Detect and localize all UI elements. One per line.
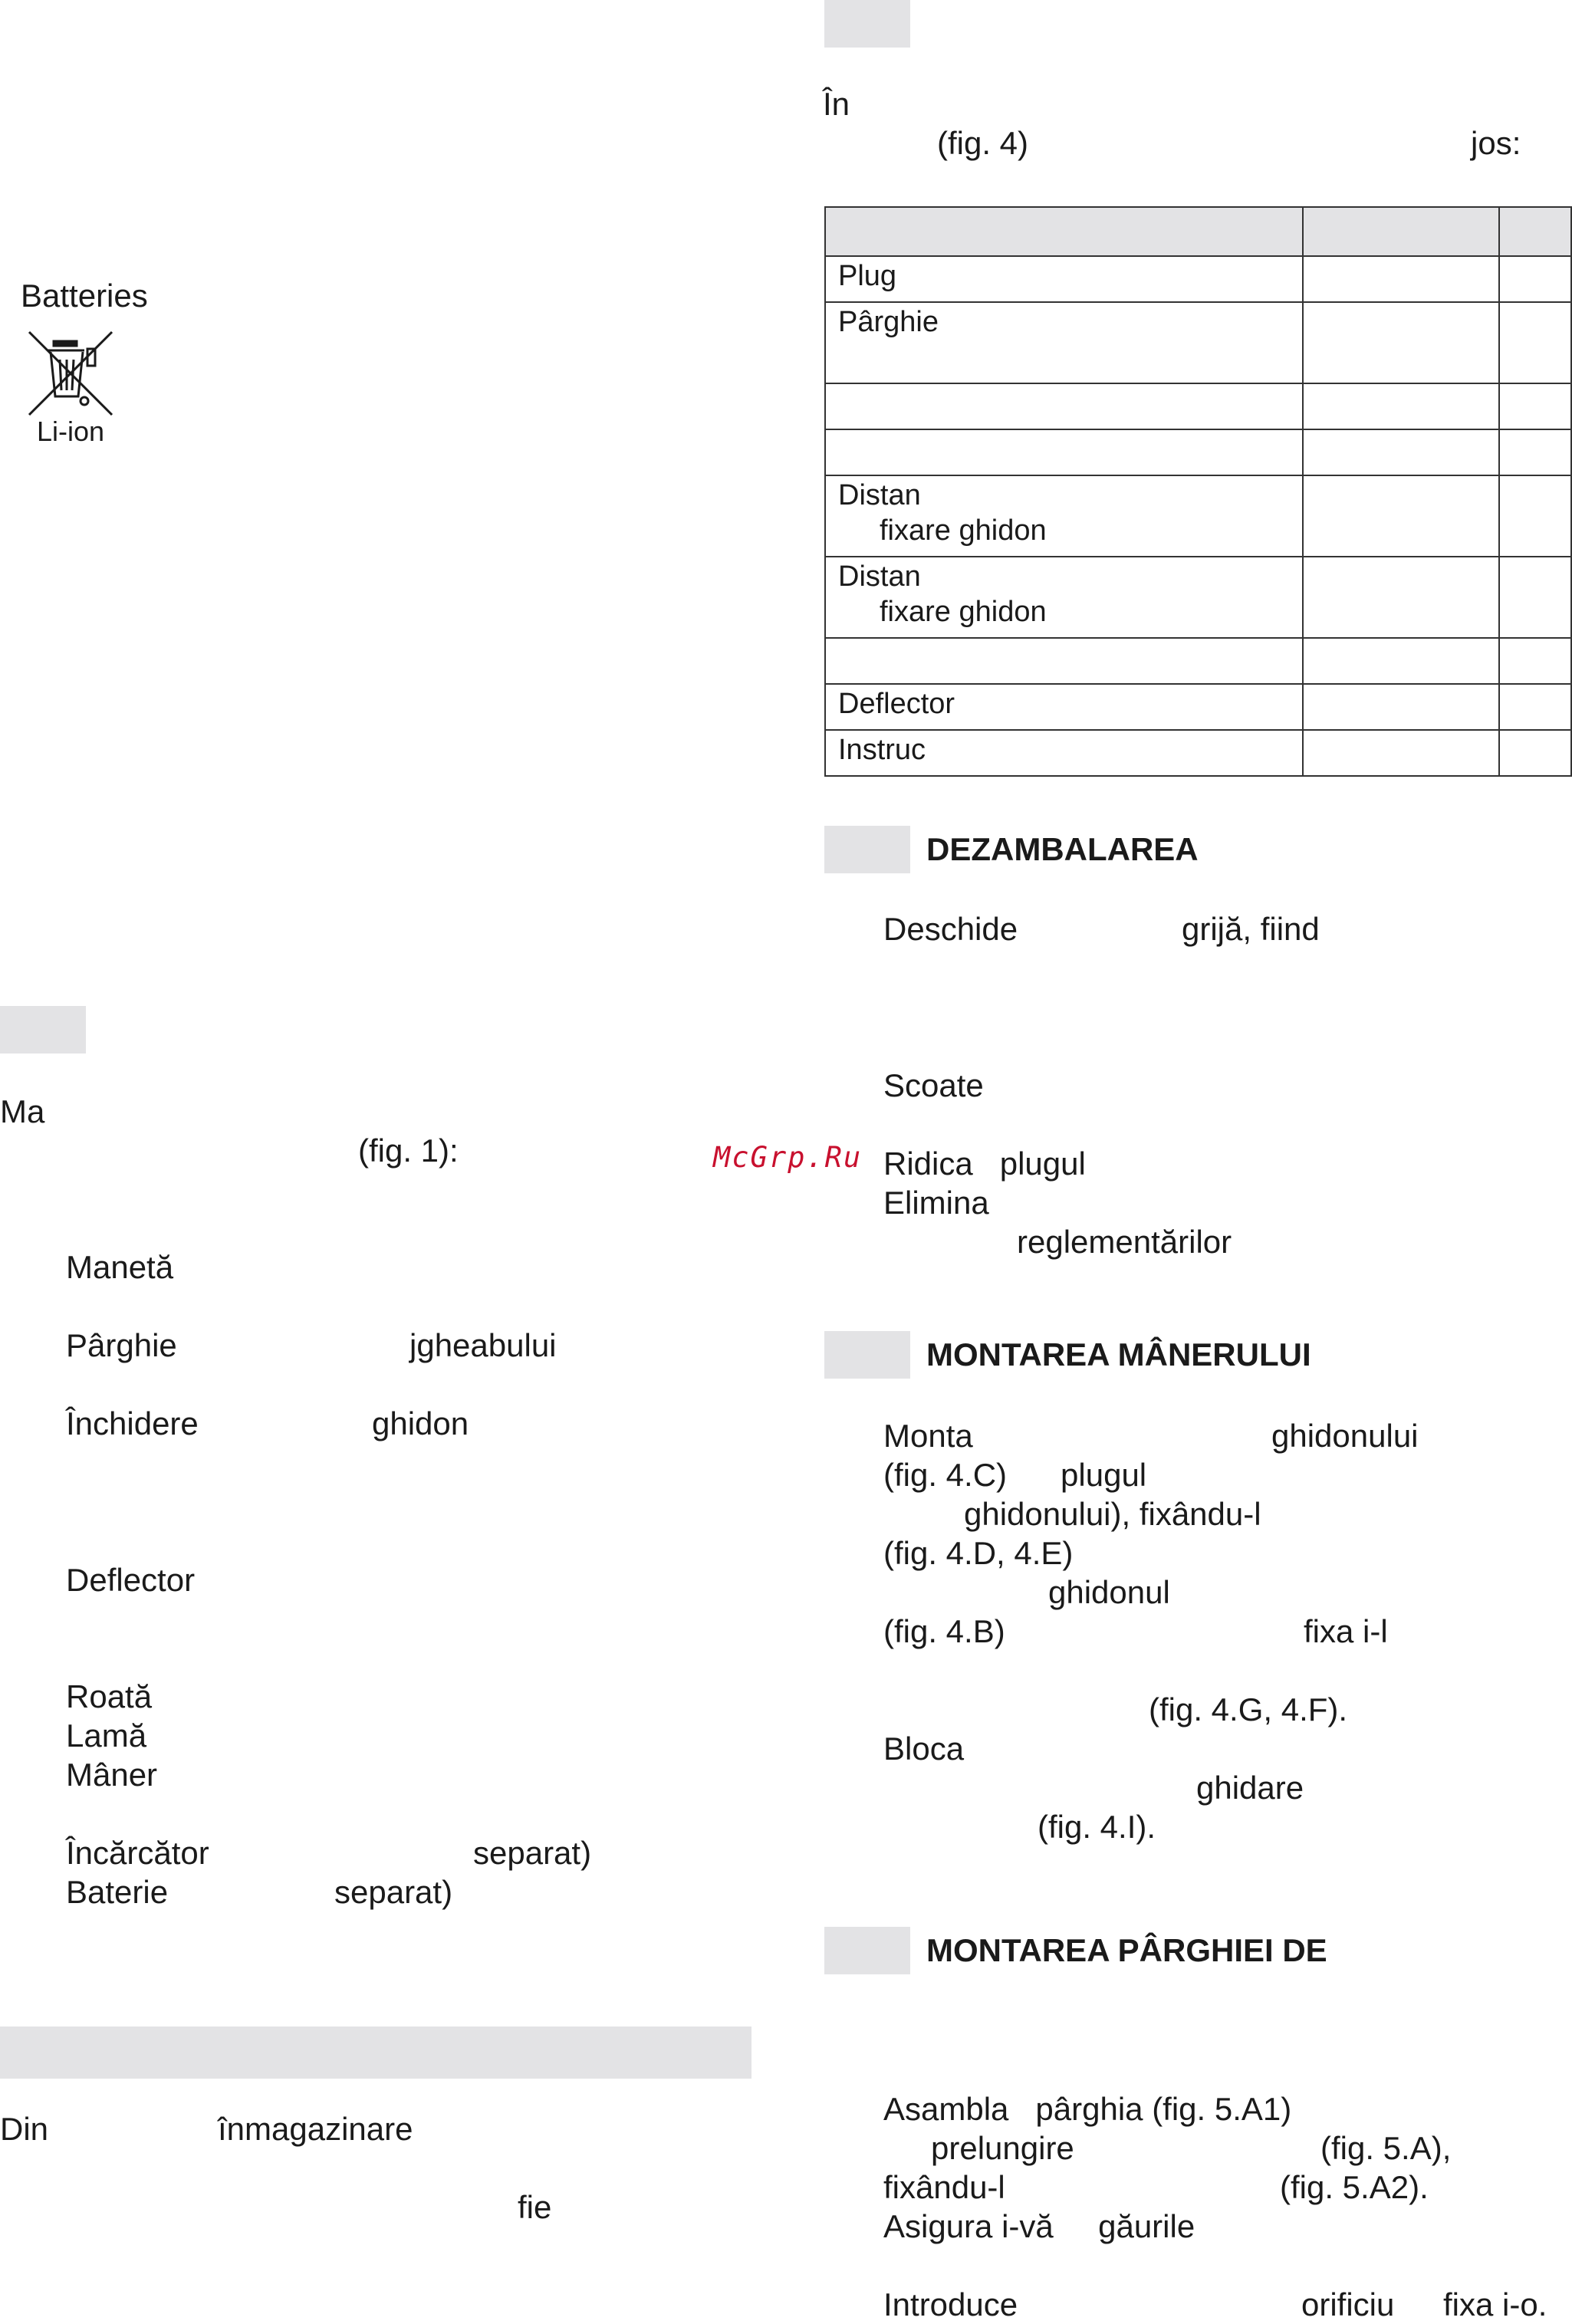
batteries-label: Batteries <box>21 278 148 314</box>
unpacking-text: reglementărilor <box>1017 1224 1232 1260</box>
component-label: Pârghie <box>66 1327 177 1363</box>
table-row <box>825 256 1571 302</box>
part-subtitle: fixare ghidon <box>880 514 1047 547</box>
handle-text: (fig. 4.I). <box>1038 1809 1156 1845</box>
lever-text: Asambla pârghia (fig. 5.A1) <box>883 2091 1292 2127</box>
part-name: Distan <box>838 479 921 511</box>
component-label: Mâner <box>66 1757 158 1793</box>
lever-text: fixându-l <box>883 2169 1005 2205</box>
lever-text: orificiu <box>1301 2286 1395 2322</box>
table-row <box>825 638 1571 684</box>
table-row <box>825 684 1571 730</box>
handle-text: (fig. 4.D, 4.E) <box>883 1535 1074 1571</box>
section-title-lever: MONTAREA PÂRGHIEI DE <box>926 1932 1327 1968</box>
unpacking-text: Deschide <box>883 911 1018 947</box>
table-row <box>825 383 1571 429</box>
section-number-box <box>824 1927 910 1974</box>
components-intro-fig-ref: (fig. 1): <box>358 1132 459 1169</box>
crossed-bin-icon <box>23 326 115 418</box>
section-title-unpacking: DEZAMBALAREA <box>926 831 1199 867</box>
handle-text: (fig. 4.G, 4.F). <box>1149 1691 1348 1727</box>
section-number-box <box>824 1331 910 1379</box>
lever-text: Asigura i-vă găurile <box>883 2208 1195 2244</box>
table-row <box>825 730 1571 776</box>
table-header-row <box>825 207 1571 256</box>
section-header-bar <box>0 2027 751 2079</box>
lever-text: fixa i-o. <box>1443 2286 1547 2322</box>
unpacking-text: Elimina <box>883 1185 989 1221</box>
section-number-box <box>824 0 910 48</box>
unpacking-text: Scoate <box>883 1067 984 1103</box>
handle-text: Bloca <box>883 1731 965 1767</box>
component-label: Deflector <box>66 1562 196 1598</box>
part-name: Instruc <box>838 734 926 766</box>
part-name: Distan <box>838 560 921 593</box>
handle-text: ghidare <box>1196 1770 1304 1806</box>
component-label: Lamă <box>66 1718 147 1754</box>
handle-text: fixa i-l <box>1304 1613 1388 1649</box>
unpacking-text: Ridica plugul <box>883 1146 1086 1182</box>
part-name: Deflector <box>838 688 955 720</box>
handle-text: ghidonul <box>1048 1574 1170 1610</box>
component-detail: jgheabului <box>409 1327 557 1363</box>
section-number-box <box>824 826 910 873</box>
component-detail: separat) <box>334 1874 453 1910</box>
intro-fig-ref: (fig. 4) <box>937 125 1029 161</box>
table-row <box>825 302 1571 383</box>
table-row <box>825 429 1571 475</box>
component-detail: separat) <box>473 1835 592 1871</box>
handle-text: (fig. 4.B) <box>883 1613 1005 1649</box>
handle-text: Monta <box>883 1418 973 1454</box>
handle-text: (fig. 4.C) plugul <box>883 1457 1147 1493</box>
table-row <box>825 475 1571 557</box>
intro-line1: În <box>823 86 850 122</box>
lever-text: Introduce <box>883 2286 1018 2322</box>
lever-text: prelungire <box>931 2130 1074 2166</box>
watermark: McGrp.Ru <box>713 1141 863 1174</box>
handle-text: ghidonului <box>1271 1418 1419 1454</box>
part-name: Pârghie <box>838 306 939 338</box>
storage-text-b: înmagazinare <box>218 2111 413 2147</box>
component-label: Încărcător <box>66 1835 209 1871</box>
component-label: Închidere <box>66 1405 199 1441</box>
lever-text: (fig. 5.A), <box>1320 2130 1452 2166</box>
intro-line2-end: jos: <box>1471 125 1521 161</box>
unpacking-text: grijă, fiind <box>1182 911 1320 947</box>
component-label: Roată <box>66 1678 153 1714</box>
storage-text-a: Din <box>0 2111 49 2147</box>
handle-text: ghidonului), fixându-l <box>964 1496 1261 1532</box>
part-subtitle: fixare ghidon <box>880 596 1047 628</box>
table-row <box>825 557 1571 638</box>
section-number-box <box>0 1006 86 1054</box>
parts-table <box>824 206 1572 777</box>
bin-icon-caption: Li-ion <box>37 416 105 447</box>
lever-text: (fig. 5.A2). <box>1280 2169 1429 2205</box>
component-label: Baterie <box>66 1874 169 1910</box>
components-intro-line1: Ma <box>0 1093 45 1129</box>
component-label: Manetă <box>66 1249 174 1285</box>
part-name: Plug <box>838 260 897 292</box>
component-detail: ghidon <box>372 1405 469 1441</box>
storage-text-c: fie <box>518 2189 552 2225</box>
section-title-handle: MONTAREA MÂNERULUI <box>926 1336 1311 1372</box>
